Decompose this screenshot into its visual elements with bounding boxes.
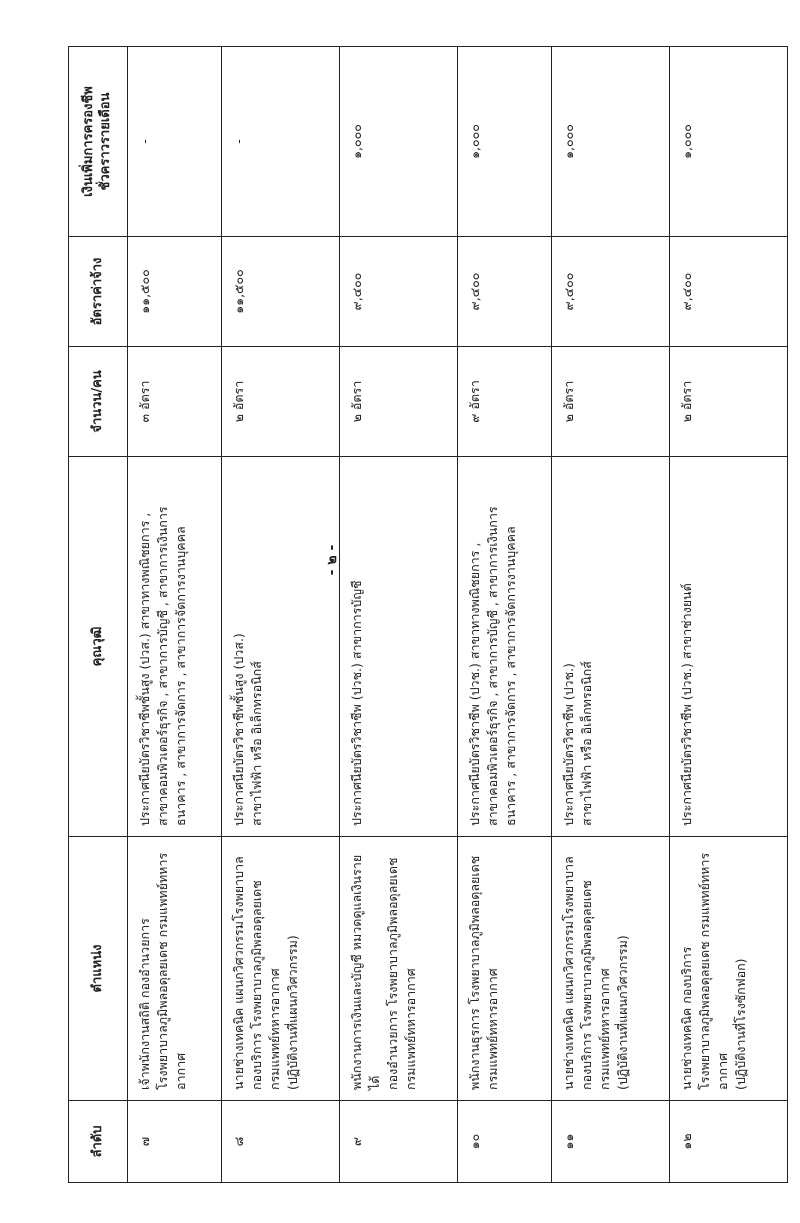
row-number: ๑๐ [457,1101,551,1183]
table-row [669,47,787,1183]
position-line: กองบริการ โรงพยาบาลภูมิพลอดุลยเดช [579,880,595,1090]
position-line: โรงพยาบาลภูมิพลอดุลยเดช กรมแพทย์ทหารอากาศ [155,852,189,1090]
wage-cell: ๑๑,๕๐๐ [222,237,340,347]
position-line: กรมแพทย์ทหารอากาศ [267,968,283,1090]
row-number: ๗ [128,1101,222,1183]
position-line: กรมแพทย์ทหารอากาศ [597,968,613,1090]
qualification-cell [457,457,551,837]
qualification-cell [340,457,458,837]
allowance-cell: ๑,๐๐๐ [669,47,787,237]
qualification-line: ประกาศนียบัตรวิชาชีพ (ปวช.) สาขาช่างยนต์ [678,583,694,826]
position-line: พนักงานธุรการ โรงพยาบาลภูมิพลอดุลยเดช [466,855,482,1090]
count-cell: ๒ อัตรา [552,347,670,457]
position-line: เจ้าพนักงานสถิติ กองอำนวยการ [137,918,152,1090]
position-cell [552,837,670,1101]
position-line: (ปฏิบัติงานที่โรงซักฟอก) [733,958,749,1090]
qualification-line: ประกาศนียบัตรวิชาชีพชั้นสูง (ปวส.) [231,633,247,826]
recruitment-table [68,46,788,1183]
position-line: กรมแพทย์ทหารอากาศ [403,968,419,1090]
wage-cell: ๙,๔๐๐ [457,237,551,347]
row-number: ๑๒ [669,1101,787,1183]
page-number: - ๒ - [324,544,340,576]
table-row [457,47,551,1183]
count-cell: ๓ อัตรา [128,347,222,457]
count-cell: ๒ อัตรา [222,347,340,457]
row-number: ๑๑ [552,1101,670,1183]
qualification-line: สาขาไฟฟ้า หรือ อิเล็กทรอนิกส์ [579,661,595,826]
position-line: (ปฏิบัติงานที่แผนกวิศวกรรม) [285,935,301,1090]
position-cell [222,837,340,1101]
position-line: กรมแพทย์ทหารอากาศ [485,968,501,1090]
allowance-cell: - [128,47,222,237]
position-cell [128,837,222,1101]
position-line: (ปฏิบัติงานที่แผนกวิศวกรรม) [615,935,631,1090]
qualification-line: สาขาคอมพิวเตอร์ธุรกิจ , สาขาการบัญชี , สาขาการเงินการ [155,506,171,826]
wage-cell: ๙,๔๐๐ [552,237,670,347]
qualification-line: สาขาคอมพิวเตอร์ธุรกิจ , สาขาการบัญชี , สาขาการเงินการ [485,506,501,826]
table-header-row [69,47,128,1183]
header-allowance-line1: เงินเพิ่มการครองชีพ [81,86,97,197]
wage-cell: ๙,๔๐๐ [669,237,787,347]
count-cell: ๙ อัตรา [457,347,551,457]
wage-cell: ๙,๔๐๐ [340,237,458,347]
qualification-line: ประกาศนียบัตรวิชาชีพ (ปวช.) [561,663,577,826]
header-qualification: คุณวุฒิ [69,457,128,837]
position-line: กองบริการ โรงพยาบาลภูมิพลอดุลยเดช [249,880,265,1090]
qualification-cell [669,457,787,837]
count-cell: ๒ อัตรา [340,347,458,457]
allowance-cell: ๑,๐๐๐ [340,47,458,237]
position-line: กองอำนวยการ โรงพยาบาลภูมิพลอดุลยเดช [385,857,401,1090]
wage-cell: ๑๑,๕๐๐ [128,237,222,347]
count-cell: ๒ อัตรา [669,347,787,457]
position-line: พนักงานการเงินและบัญชี หมวดดูแลเงินรายได้ [349,854,383,1090]
position-line: นายช่างเทคนิค กองบริการ [678,946,694,1090]
header-wage: อัตราค่าจ้าง [69,237,128,347]
qualification-line: ประกาศนียบัตรวิชาชีพ (ปวช.) สาขาการบัญชี [349,580,365,826]
qualification-line: ประกาศนียบัตรวิชาชีพ (ปวช.) สาขาทางพณิชยการ , [466,542,482,826]
allowance-cell: ๑,๐๐๐ [552,47,670,237]
position-cell [340,837,458,1101]
qualification-line: ประกาศนียบัตรวิชาชีพชั้นสูง (ปวส.) สาขาทางพณิชยการ , [137,512,152,826]
table-row [222,47,340,1183]
header-allowance-line2: ชั่วคราวรายเดือน [98,92,113,191]
header-count: จำนวน/คน [69,347,128,457]
qualification-cell [552,457,670,837]
qualification-cell [128,457,222,837]
position-cell [457,837,551,1101]
row-number: ๘ [222,1101,340,1183]
qualification-line: สาขาไฟฟ้า หรือ อิเล็กทรอนิกส์ [249,661,265,826]
header-allowance [69,47,128,237]
position-line: นายช่างเทคนิค แผนกวิศวกรรมโรงพยาบาล [561,856,577,1090]
position-line: โรงพยาบาลภูมิพลอดุลยเดช กรมแพทย์ทหารอากาศ [697,852,731,1090]
position-line: นายช่างเทคนิค แผนกวิศวกรรมโรงพยาบาล [231,856,247,1090]
qualification-line: ธนาคาร , สาขาการจัดการ , สาขาการจัดการงานบุคคล [173,526,189,826]
table-row [340,47,458,1183]
header-no: ลำดับ [69,1101,128,1183]
rotated-table-wrapper [68,47,788,1183]
table-row [552,47,670,1183]
allowance-cell: - [222,47,340,237]
allowance-cell: ๑,๐๐๐ [457,47,551,237]
position-cell [669,837,787,1101]
row-number: ๙ [340,1101,458,1183]
header-position: ตำแหน่ง [69,837,128,1101]
table-row [128,47,222,1183]
qualification-line: ธนาคาร , สาขาการจัดการ , สาขาการจัดการงานบุคคล [503,526,519,826]
qualification-cell [222,457,340,837]
